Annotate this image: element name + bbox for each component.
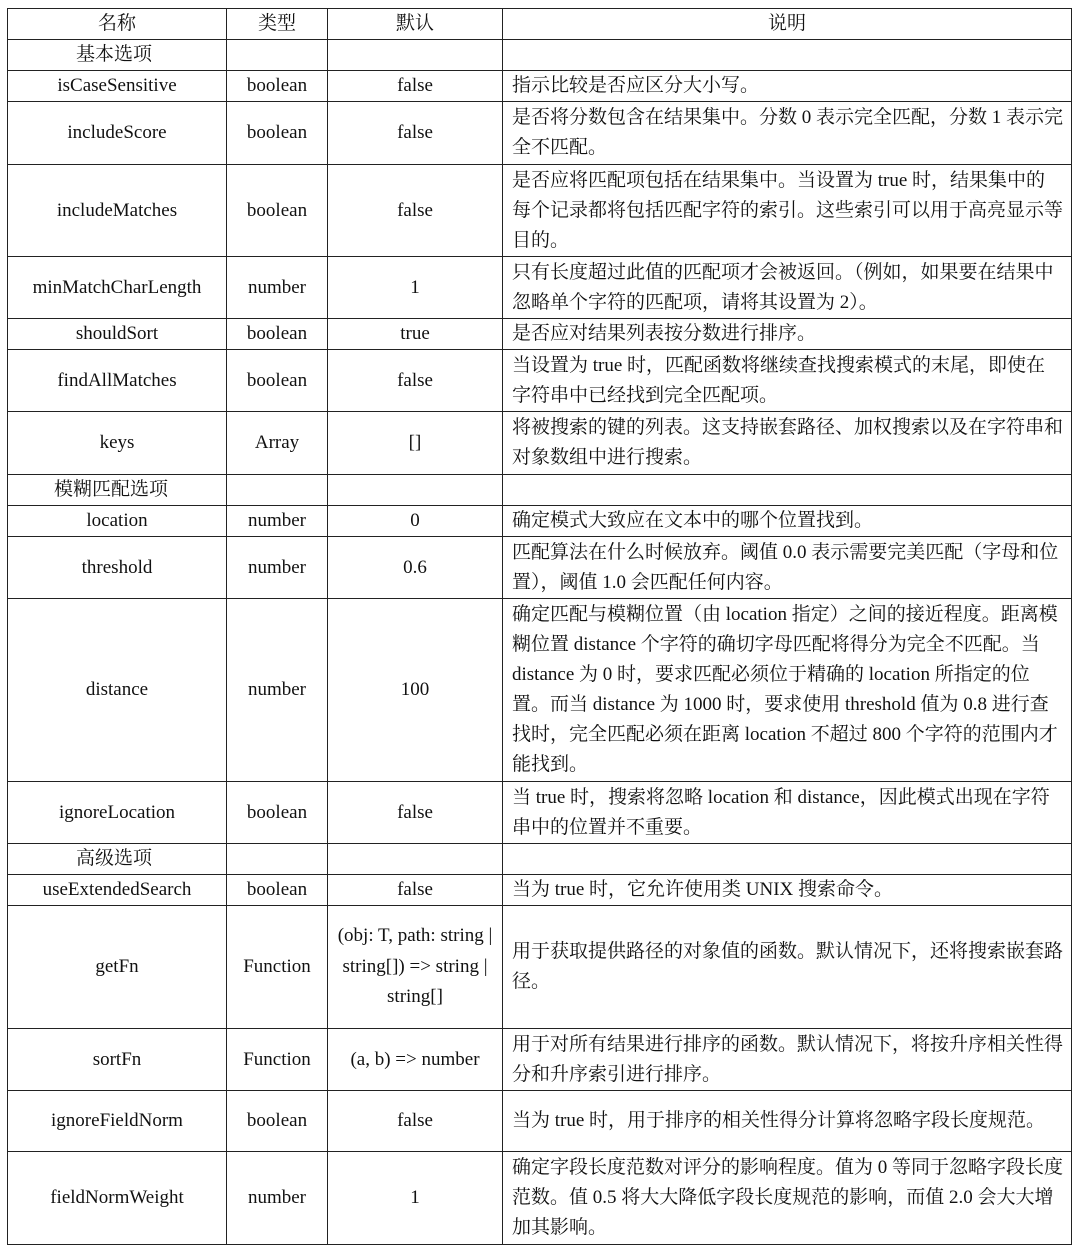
option-default: 0 xyxy=(328,506,503,537)
section-title: 高级选项 xyxy=(8,844,227,875)
option-description: 是否将分数包含在结果集中。分数 0 表示完全匹配，分数 1 表示完全不匹配。 xyxy=(503,102,1072,165)
table-row xyxy=(8,875,1072,906)
option-name: keys xyxy=(8,412,227,475)
option-default: 0.6 xyxy=(328,537,503,599)
option-name: includeMatches xyxy=(8,165,227,257)
option-name: shouldSort xyxy=(8,319,227,350)
option-type: boolean xyxy=(227,875,328,906)
option-description: 只有长度超过此值的匹配项才会被返回。（例如，如果要在结果中忽略单个字符的匹配项，请将其设置为 2）。 xyxy=(503,257,1072,319)
header-description: 说明 xyxy=(503,9,1072,40)
option-type: Function xyxy=(227,906,328,1029)
option-description: 用于对所有结果进行排序的函数。默认情况下，将按升序相关性得分和升序索引进行排序。 xyxy=(503,1029,1072,1091)
option-name: fieldNormWeight xyxy=(8,1152,227,1245)
table-row xyxy=(8,1091,1072,1152)
table-row xyxy=(8,506,1072,537)
option-default: false xyxy=(328,165,503,257)
options-table xyxy=(7,8,1072,1245)
option-default: false xyxy=(328,1091,503,1152)
option-default: (obj: T, path: string | string[]) => string | string[] xyxy=(328,906,503,1029)
option-description: 指示比较是否应区分大小写。 xyxy=(503,71,1072,102)
option-default: [] xyxy=(328,412,503,475)
option-default: 1 xyxy=(328,257,503,319)
option-description: 确定字段长度范数对评分的影响程度。值为 0 等同于忽略字段长度范数。值 0.5 将大大降低字段长度规范的影响，而值 2.0 会大大增加其影响。 xyxy=(503,1152,1072,1245)
option-name: useExtendedSearch xyxy=(8,875,227,906)
option-type: boolean xyxy=(227,165,328,257)
option-default: 100 xyxy=(328,599,503,782)
option-description: 将被搜索的键的列表。这支持嵌套路径、加权搜索以及在字符串和对象数组中进行搜索。 xyxy=(503,412,1072,475)
option-type: number xyxy=(227,1152,328,1245)
table-row xyxy=(8,319,1072,350)
table-row xyxy=(8,537,1072,599)
header-default: 默认 xyxy=(328,9,503,40)
option-default: 1 xyxy=(328,1152,503,1245)
option-name: getFn xyxy=(8,906,227,1029)
section-title: 模糊匹配选项 xyxy=(8,475,227,506)
table-row xyxy=(8,906,1072,1029)
option-default: true xyxy=(328,319,503,350)
option-default: false xyxy=(328,102,503,165)
table-row xyxy=(8,257,1072,319)
table-row xyxy=(8,350,1072,412)
option-default: (a, b) => number xyxy=(328,1029,503,1091)
option-name: threshold xyxy=(8,537,227,599)
option-type: number xyxy=(227,537,328,599)
option-description: 是否应将匹配项包括在结果集中。当设置为 true 时，结果集中的每个记录都将包括匹配字符的索引。这些索引可以用于高亮显示等目的。 xyxy=(503,165,1072,257)
header-name: 名称 xyxy=(8,9,227,40)
option-type: boolean xyxy=(227,1091,328,1152)
option-type: boolean xyxy=(227,319,328,350)
option-name: location xyxy=(8,506,227,537)
option-type: boolean xyxy=(227,102,328,165)
section-title: 基本选项 xyxy=(8,40,227,71)
table-row xyxy=(8,1152,1072,1245)
table-row xyxy=(8,412,1072,475)
section-row xyxy=(8,40,1072,71)
option-description: 当 true 时，搜索将忽略 location 和 distance，因此模式出现在字符串中的位置并不重要。 xyxy=(503,782,1072,844)
option-default: false xyxy=(328,875,503,906)
option-name: isCaseSensitive xyxy=(8,71,227,102)
table-row xyxy=(8,599,1072,782)
section-row xyxy=(8,475,1072,506)
option-description: 当为 true 时，它允许使用类 UNIX 搜索命令。 xyxy=(503,875,1072,906)
option-default: false xyxy=(328,71,503,102)
option-name: sortFn xyxy=(8,1029,227,1091)
section-row xyxy=(8,844,1072,875)
option-name: ignoreLocation xyxy=(8,782,227,844)
table-row xyxy=(8,71,1072,102)
option-type: boolean xyxy=(227,350,328,412)
table-row xyxy=(8,102,1072,165)
option-description: 匹配算法在什么时候放弃。阈值 0.0 表示需要完美匹配（字母和位置），阈值 1.0 会匹配任何内容。 xyxy=(503,537,1072,599)
option-description: 是否应对结果列表按分数进行排序。 xyxy=(503,319,1072,350)
option-description: 确定模式大致应在文本中的哪个位置找到。 xyxy=(503,506,1072,537)
header-row xyxy=(8,9,1072,40)
option-name: minMatchCharLength xyxy=(8,257,227,319)
option-type: boolean xyxy=(227,782,328,844)
option-name: findAllMatches xyxy=(8,350,227,412)
option-type: Function xyxy=(227,1029,328,1091)
option-type: number xyxy=(227,506,328,537)
option-type: boolean xyxy=(227,71,328,102)
option-default: false xyxy=(328,350,503,412)
option-name: ignoreFieldNorm xyxy=(8,1091,227,1152)
option-name: distance xyxy=(8,599,227,782)
option-type: number xyxy=(227,257,328,319)
option-type: Array xyxy=(227,412,328,475)
table-row xyxy=(8,165,1072,257)
table-row xyxy=(8,1029,1072,1091)
option-description: 用于获取提供路径的对象值的函数。默认情况下，还将搜索嵌套路径。 xyxy=(503,906,1072,1029)
option-type: number xyxy=(227,599,328,782)
header-type: 类型 xyxy=(227,9,328,40)
table-row xyxy=(8,782,1072,844)
option-description: 确定匹配与模糊位置（由 location 指定）之间的接近程度。距离模糊位置 distance 个字符的确切字母匹配将得分为完全不匹配。当 distance 为 0 时，要求匹配必须位于精确的 location 所指定的位置。而当 distance 为 1000 时，要求使用 threshold 值为 0.8 进行查找时，完全匹配必须在距离 location 不超过 800 个字符的范围内才能找到。 xyxy=(503,599,1072,782)
option-description: 当设置为 true 时，匹配函数将继续查找搜索模式的末尾，即使在字符串中已经找到完全匹配项。 xyxy=(503,350,1072,412)
option-description: 当为 true 时，用于排序的相关性得分计算将忽略字段长度规范。 xyxy=(503,1091,1072,1152)
option-name: includeScore xyxy=(8,102,227,165)
option-default: false xyxy=(328,782,503,844)
